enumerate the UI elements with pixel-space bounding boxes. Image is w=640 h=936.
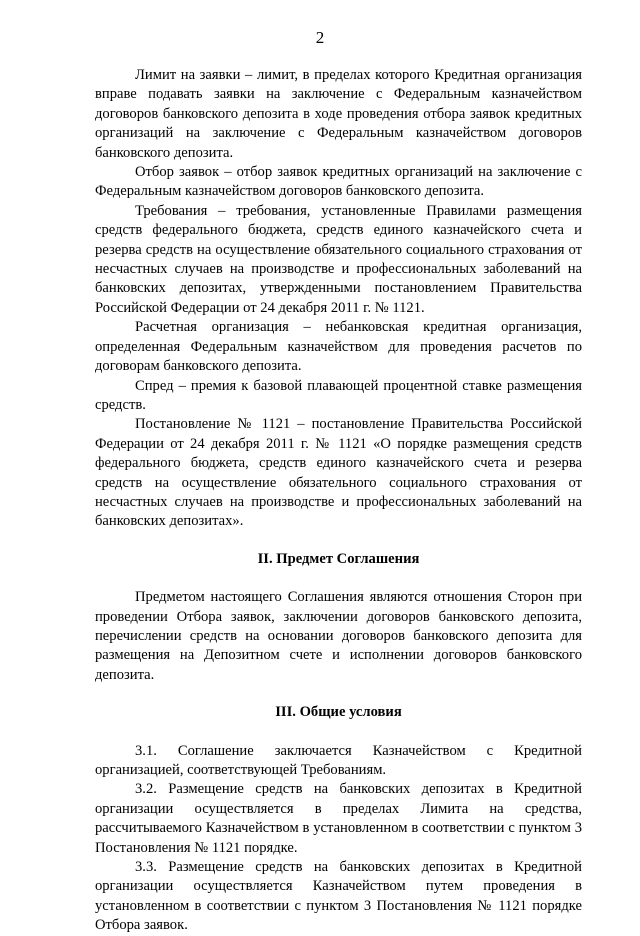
spacer <box>95 569 582 588</box>
clause-3-3: 3.3. Размещение средств на банковских депозитах в Кредитной организации осуществляется Казначейством путем проведения в установленном в соответствии с пунктом 3 Постановления № 1121 порядке Отбора заявок. <box>95 859 582 934</box>
page-number: 2 <box>315 28 325 47</box>
clause-3-2: 3.2. Размещение средств на банковских депозитах в Кредитной организации осуществляется в пределах Лимита на средства, рассчитываемого Казначейством в установленном в соответствии с пунктом 3 Постановления № 1121 порядке. <box>95 781 582 856</box>
definition-settlement-organization: Расчетная организация – небанковская кредитная организация, определенная Федеральным казначейством для проведения расчетов по договорам банковского депозита. <box>95 319 582 375</box>
spacer <box>95 685 582 703</box>
definition-spread: Спред – премия к базовой плавающей процентной ставке размещения средств. <box>95 377 582 413</box>
clause-3-1: 3.1. Соглашение заключается Казначейством с Кредитной организацией, соответствующей Требованиям. <box>95 742 582 778</box>
spacer <box>95 532 582 550</box>
definitions-list <box>95 66 582 532</box>
section-heading-general-terms: III. Общие условия <box>275 704 402 721</box>
document-body <box>95 66 582 936</box>
definition-selection: Отбор заявок – отбор заявок кредитных организаций на заключение с Федеральным казначейством договоров банковского депозита. <box>95 164 582 200</box>
definition-limit: Лимит на заявки – лимит, в пределах которого Кредитная организация вправе подавать заявки на заключение с Федеральным казначейством договоров банковского депозита в ходе проведения отбора заявок кредитных организаций на заключение с Федеральным казначейством договоров банковского депозита. <box>95 67 582 161</box>
section2-paragraph: Предметом настоящего Соглашения являются отношения Сторон при проведении Отбора заявок, заключении договоров банковского депозита, перечислении средств на основании договоров банковского депозита для размещения на Депозитном счете и исполнении договоров банковского депозита. <box>95 589 582 683</box>
section-heading-subject: II. Предмет Соглашения <box>257 550 420 567</box>
definition-resolution: Постановление № 1121 – постановление Правительства Российской Федерации от 24 декабря 2011 г. № 1121 «О порядке размещения средств федерального бюджета, средств единого казначейского счета и резерва средств на осуществление обязательного социального страхования от несчастных случаев на производстве и профессиональных заболеваний на банковских депозитах». <box>95 416 582 530</box>
spacer <box>95 723 582 742</box>
definition-requirements: Требования – требования, установленные Правилами размещения средств федерального бюджета, средств единого казначейского счета и резерва средств на осуществление обязательного социального страхования от несчастных случаев на производстве и профессиональных заболеваний на банковских депозитах, утвержденными постановлением Правительства Российской Федерации от 24 декабря 2011 г. № 1121. <box>95 202 582 316</box>
